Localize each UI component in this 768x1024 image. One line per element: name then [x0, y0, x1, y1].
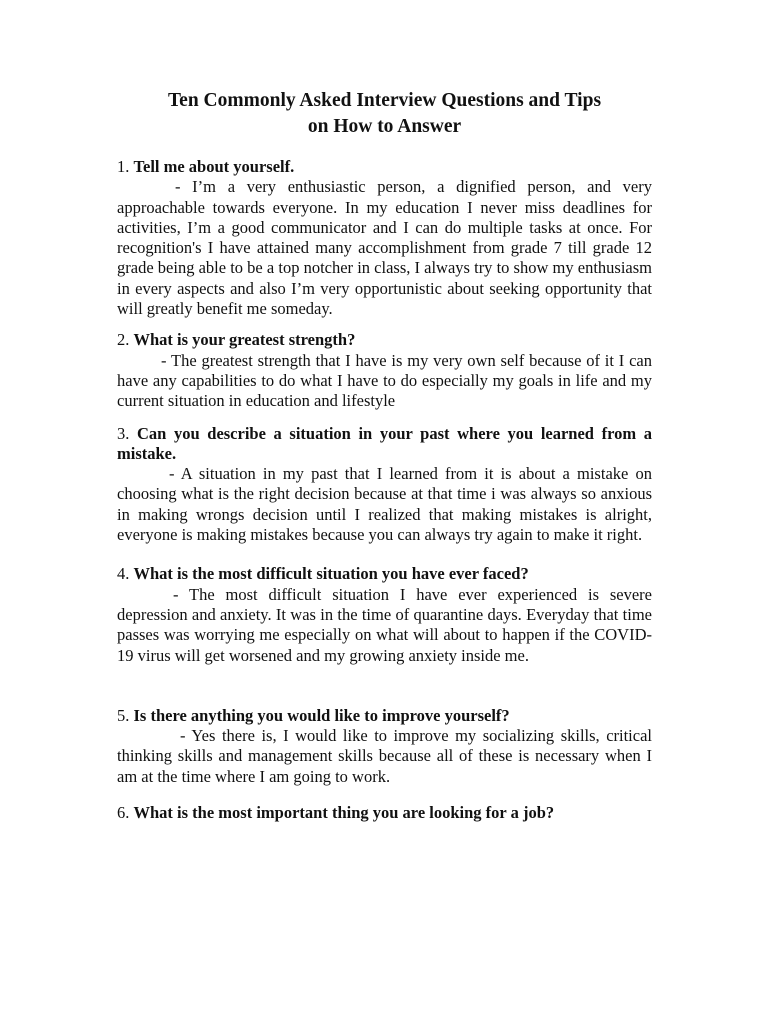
question-text: What is the most important thing you are looking for a job? — [133, 803, 555, 823]
question-text: Can you describe a situation in your past where you learned from a mistake. — [117, 423, 652, 463]
answer-text: - The greatest strength that I have is my very own self because of it I can have any capabilities to do what I have to do especially my goals in life and my current situation in education and lifestyle — [117, 350, 652, 411]
question-item-6 — [117, 803, 652, 823]
document-title — [117, 88, 652, 140]
answer-text: - Yes there is, I would like to improve my socializing skills, critical thinking skills and management skills because all of these is necessary when I am at the time where I am going to work. — [117, 726, 652, 786]
question-line — [117, 803, 652, 823]
title-line-2: on How to Answer — [307, 116, 462, 137]
question-text: What is your greatest strength? — [133, 330, 356, 350]
title-line-1: Ten Commonly Asked Interview Questions and Tips — [167, 90, 602, 111]
question-item-5 — [117, 706, 652, 787]
question-text: Tell me about yourself. — [133, 157, 295, 176]
question-number: 2. — [117, 330, 130, 350]
question-number: 6. — [117, 803, 130, 823]
question-item-3 — [117, 424, 652, 546]
question-number: 4. — [117, 564, 130, 584]
question-number: 1. — [117, 157, 130, 176]
question-line — [117, 157, 652, 177]
question-line — [117, 330, 652, 350]
answer-text: - I’m a very enthusiastic person, a dignified person, and very approachable towards everyone. In my education I never miss deadlines for activities, I’m a good communicator and I can do multiple tasks at once. For recognition's I have attained many accomplishment from grade 7 till grade 12 grade being able to be a top notcher in class, I always try to show my enthusiasm in every aspects and also I’m very opportunistic about seeking opportunity that will greatly benefit me someday. — [117, 177, 652, 319]
document-page — [117, 88, 652, 823]
question-line — [117, 424, 652, 465]
question-number: 3. — [117, 423, 130, 443]
question-item-1 — [117, 157, 652, 319]
question-line — [117, 706, 652, 726]
question-item-2 — [117, 330, 652, 411]
answer-text: - A situation in my past that I learned from it is about a mistake on choosing what is the right decision because at that time i was always so anxious in making wrongs decision until I realized that making mistakes is alright, everyone is making mistakes because you can always try again to make it right. — [117, 464, 652, 545]
question-text: Is there anything you would like to improve yourself? — [133, 705, 510, 725]
question-text: What is the most difficult situation you have ever faced? — [133, 564, 529, 584]
question-number: 5. — [117, 705, 130, 725]
answer-text: - The most difficult situation I have ever experienced is severe depression and anxiety. It was in the time of quarantine days. Everyday that time passes was worrying me especially on what will about to happen if the COVID-19 virus will get worsened and my growing anxiety inside me. — [117, 584, 652, 665]
question-item-4 — [117, 564, 652, 665]
question-line — [117, 564, 652, 584]
